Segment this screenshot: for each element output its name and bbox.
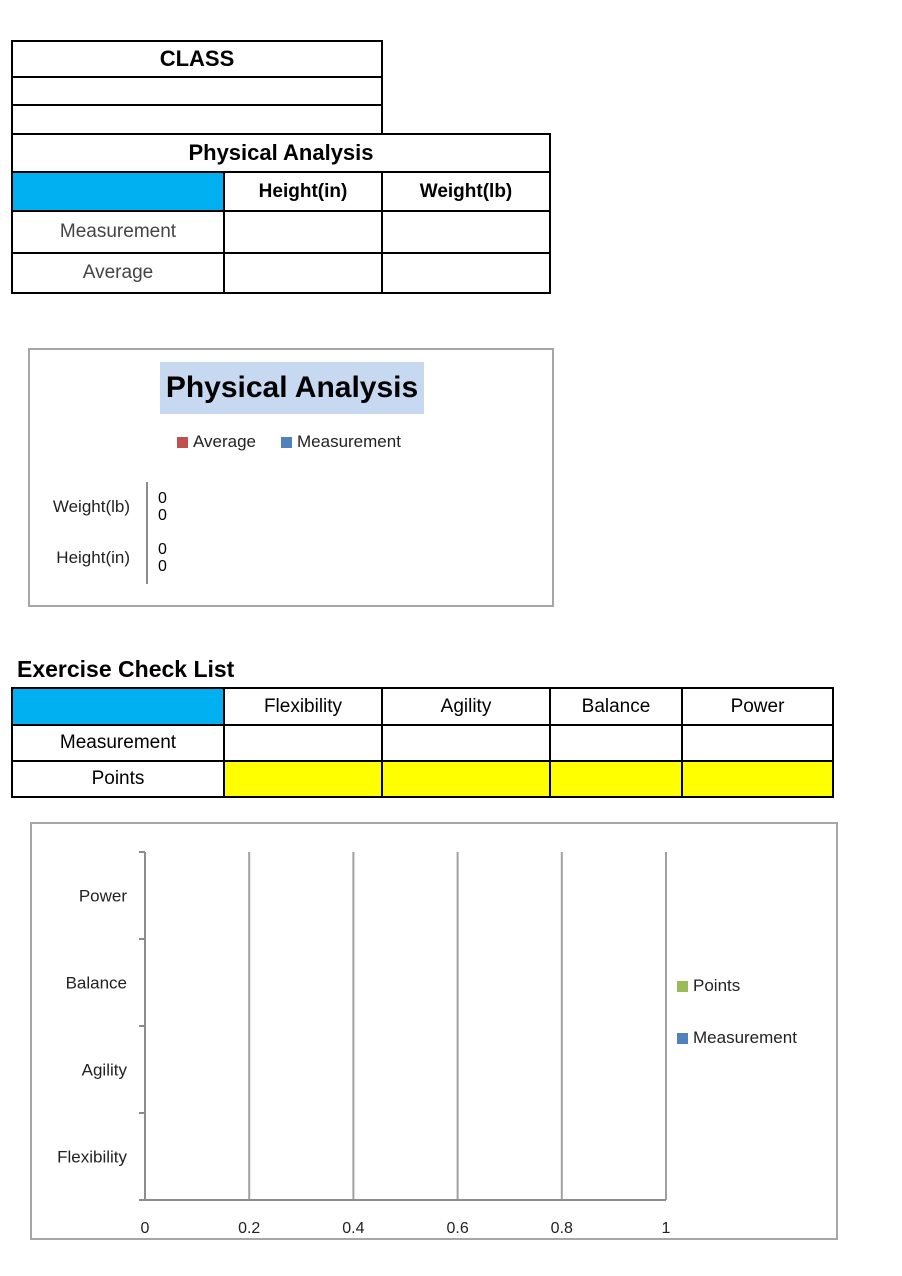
exercise-row-measurement-label: Measurement <box>59 732 177 753</box>
physical-chart-title-text: Physical Analysis <box>165 371 419 404</box>
exercise-legend-measurement <box>677 1028 797 1048</box>
physical-row-measurement-label: Measurement <box>59 221 177 242</box>
exercise-col-flexibility-label: Flexibility <box>263 695 343 717</box>
physical-col-height <box>223 171 383 212</box>
physical-chart-title <box>160 362 424 414</box>
physical-legend-measurement <box>281 432 401 452</box>
exercise-measurement-flexibility[interactable] <box>223 724 383 762</box>
average-swatch <box>177 437 188 448</box>
x-tick-label: 0.4 <box>342 1220 365 1237</box>
physical-data-label-height-average: 0 <box>158 541 167 558</box>
exercise-row-measurement <box>11 724 225 762</box>
physical-average-weight-cell[interactable] <box>381 252 551 294</box>
exercise-col-agility-label: Agility <box>440 695 492 717</box>
exercise-title: Exercise Check List <box>17 656 235 682</box>
physical-col-weight-label: Weight(lb) <box>419 180 513 202</box>
exercise-legend-measurement-label: Measurement <box>693 1028 797 1047</box>
class-title: CLASS <box>159 46 235 71</box>
category-label-agility: Agility <box>81 1060 127 1080</box>
physical-table-title-cell <box>11 133 551 173</box>
physical-legend-measurement-label: Measurement <box>297 432 401 451</box>
exercise-legend-points <box>677 976 740 996</box>
physical-chart-axis-line <box>146 482 148 584</box>
class-title-cell <box>11 40 383 78</box>
physical-col-height-label: Height(in) <box>258 180 348 202</box>
exercise-points-power[interactable] <box>681 760 834 798</box>
physical-average-height-cell[interactable] <box>223 252 383 294</box>
class-blank-row-2[interactable] <box>11 104 383 135</box>
exercise-measurement-agility[interactable] <box>381 724 551 762</box>
exercise-legend-points-label: Points <box>693 976 741 995</box>
x-tick-label: 0.8 <box>550 1220 573 1237</box>
physical-row-measurement <box>11 210 225 254</box>
x-tick-label: 1 <box>661 1220 671 1237</box>
physical-col-weight <box>381 171 551 212</box>
physical-table-title: Physical Analysis <box>188 140 374 165</box>
x-tick-label: 0.2 <box>238 1220 261 1237</box>
x-tick-label: 0 <box>140 1220 150 1237</box>
exercise-row-points <box>11 760 225 798</box>
exercise-points-agility[interactable] <box>381 760 551 798</box>
measurement-swatch <box>281 437 292 448</box>
class-blank-row-1[interactable] <box>11 76 383 106</box>
category-label-balance: Balance <box>65 973 127 993</box>
exercise-col-balance <box>549 687 683 726</box>
physical-measurement-height-cell[interactable] <box>223 210 383 254</box>
physical-row-average <box>11 252 225 294</box>
physical-header-blank <box>11 171 225 212</box>
physical-chart[interactable] <box>28 348 554 607</box>
physical-legend-average <box>177 432 256 452</box>
physical-category-weight: Weight(lb) <box>52 497 130 516</box>
physical-data-label-height-measurement: 0 <box>158 558 167 575</box>
exercise-measurement-power[interactable] <box>681 724 834 762</box>
exercise-points-flexibility[interactable] <box>223 760 383 798</box>
exercise-col-power <box>681 687 834 726</box>
exercise-col-power-label: Power <box>730 695 785 717</box>
exercise-col-balance-label: Balance <box>581 695 651 717</box>
physical-category-height: Height(in) <box>56 548 130 567</box>
exercise-chart[interactable] <box>30 822 838 1240</box>
exercise-points-balance[interactable] <box>549 760 683 798</box>
physical-measurement-weight-cell[interactable] <box>381 210 551 254</box>
exercise-header-blank <box>11 687 225 726</box>
exercise-measurement-balance[interactable] <box>549 724 683 762</box>
physical-data-label-weight-average: 0 <box>158 490 167 507</box>
category-label-power: Power <box>78 886 127 906</box>
physical-data-label-weight-measurement: 0 <box>158 507 167 524</box>
physical-legend-average-label: Average <box>193 432 257 451</box>
physical-row-average-label: Average <box>82 262 154 283</box>
category-label-flexibility: Flexibility <box>57 1147 127 1167</box>
exercise-measurement-swatch <box>677 1033 688 1044</box>
x-tick-label: 0.6 <box>446 1220 469 1237</box>
exercise-col-flexibility <box>223 687 383 726</box>
points-swatch <box>677 981 688 992</box>
exercise-col-agility <box>381 687 551 726</box>
exercise-row-points-label: Points <box>91 768 145 789</box>
